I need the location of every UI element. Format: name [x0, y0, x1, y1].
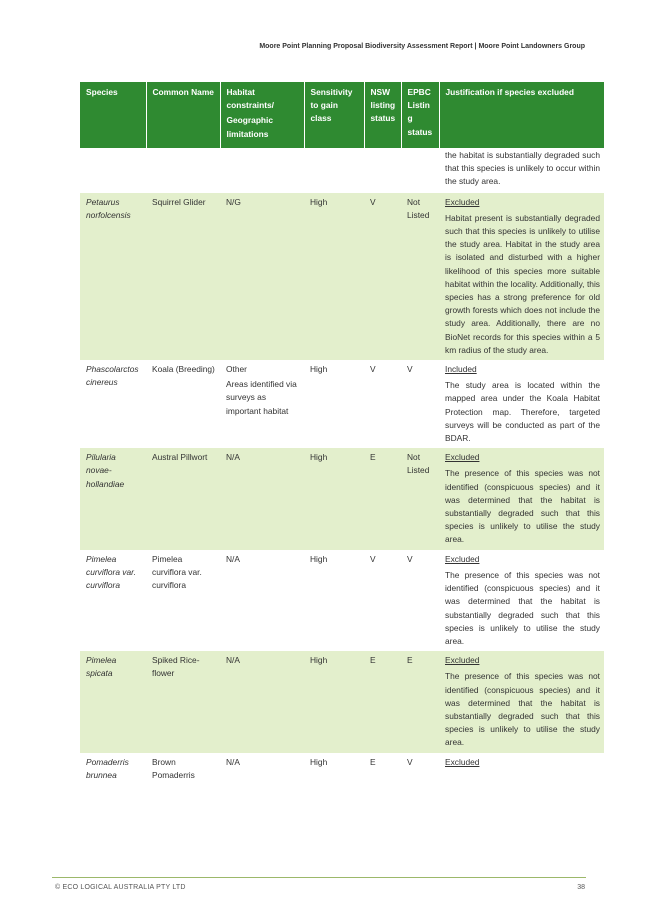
col-habitat [220, 82, 304, 148]
table-row [80, 651, 604, 752]
col-sensitivity: Sensitivity to gain class [304, 82, 364, 148]
sensitivity-class: High [310, 364, 328, 375]
habitat-constraint: Other [226, 364, 247, 375]
report-header: Moore Point Planning Proposal Biodiversity Assessment Report | Moore Point Landowners Group [259, 43, 585, 50]
epbc-status: V [407, 364, 413, 375]
species-name: Petaurus norfolcensis [86, 196, 131, 220]
species-name: Pimelea curviflora var. curviflora [86, 553, 136, 591]
table-row [80, 550, 604, 651]
habitat-constraint: N/A [226, 756, 240, 767]
justification-text: Habitat present is substantially degraded such that this species is unlikely to utilise the study area. Habitat in the study area is isolated and disturbed with a higher likelihood of this species more suitable habitat within the locality. Additionally, this species has a strong preference for old growth forests which does not include the study area. Additionally, there are no BioNet records for this species within a 5 km radius of the study area. [445, 212, 600, 355]
col-species: Species [80, 82, 146, 148]
table-header-row [80, 82, 604, 148]
sensitivity-class: High [310, 196, 328, 207]
justification-text: The presence of this species was not identified (conspicuous species) and it was determined that the habitat is substantially degraded such that this species is unlikely to utilise the study area. [445, 468, 600, 545]
epbc-status: V [407, 553, 413, 564]
inclusion-status: Excluded [445, 452, 480, 463]
table-row [80, 193, 604, 360]
nsw-status: E [370, 452, 376, 463]
common-name: Koala (Breeding) [152, 364, 215, 375]
nsw-status: E [370, 655, 376, 666]
col-habitat-line2: Geographic limitations [226, 115, 274, 139]
col-habitat-line1: Habitat constraints/ [226, 87, 274, 111]
inclusion-status: Included [445, 364, 477, 375]
epbc-status: V [407, 756, 413, 767]
footer-copyright: © ECO LOGICAL AUSTRALIA PTY LTD [55, 884, 186, 891]
sensitivity-class: High [310, 655, 328, 666]
common-name: Squirrel Glider [152, 196, 206, 207]
nsw-status: V [370, 364, 376, 375]
epbc-status: E [407, 655, 413, 666]
species-table [80, 82, 604, 785]
col-common-name: Common Name [146, 82, 220, 148]
species-name: Pilularia novae-hollandiae [86, 452, 125, 489]
footer-rule [52, 877, 586, 878]
sensitivity-class: High [310, 756, 328, 767]
habitat-constraint: N/A [226, 655, 240, 666]
sensitivity-class: High [310, 452, 328, 463]
page-number: 38 [577, 884, 585, 891]
common-name: Pimelea curviflora var. curviflora [152, 553, 202, 591]
species-name: Phascolarctos cinereus [86, 364, 139, 388]
nsw-status: E [370, 756, 376, 767]
species-name: Pimelea spicata [86, 655, 117, 679]
common-name: Spiked Rice-flower [152, 655, 200, 679]
inclusion-status: Excluded [445, 196, 480, 207]
common-name: Brown Pomaderris [152, 756, 195, 780]
justification-text: The presence of this species was not identified (conspicuous species) and it was determined that the habitat is substantially degraded such that this species is unlikely to utilise the study area. [445, 671, 600, 748]
inclusion-status: Excluded [445, 756, 480, 767]
continuation-text: the habitat is substantially degraded such that this species is unlikely to occur within the study area. [445, 150, 600, 187]
habitat-constraint-detail: Areas identified via surveys as important habitat [226, 379, 297, 416]
table-row [80, 360, 604, 448]
table-row-continuation [80, 148, 604, 193]
col-nsw: NSW listing status [364, 82, 401, 148]
common-name: Austral Pillwort [152, 452, 208, 463]
inclusion-status: Excluded [445, 655, 480, 666]
justification-text: The presence of this species was not identified (conspicuous species) and it was determined that the habitat is substantially degraded such that this species is unlikely to utilise the study area. [445, 569, 600, 646]
epbc-status: Not Listed [407, 196, 430, 220]
table-row [80, 448, 604, 549]
habitat-constraint: N/G [226, 196, 241, 207]
species-name: Pomaderris brunnea [86, 756, 129, 780]
habitat-constraint: N/A [226, 553, 240, 564]
nsw-status: V [370, 553, 376, 564]
col-justification: Justification if species excluded [439, 82, 604, 148]
justification-text: The study area is located within the mapped area under the Koala Habitat Protection map. Therefore, targeted surveys will be conducted as part of the BDAR. [445, 380, 600, 444]
col-epbc: EPBC Listin g status [401, 82, 439, 148]
epbc-status: Not Listed [407, 452, 430, 476]
sensitivity-class: High [310, 553, 328, 564]
table-row [80, 753, 604, 785]
nsw-status: V [370, 196, 376, 207]
habitat-constraint: N/A [226, 452, 240, 463]
inclusion-status: Excluded [445, 553, 480, 564]
